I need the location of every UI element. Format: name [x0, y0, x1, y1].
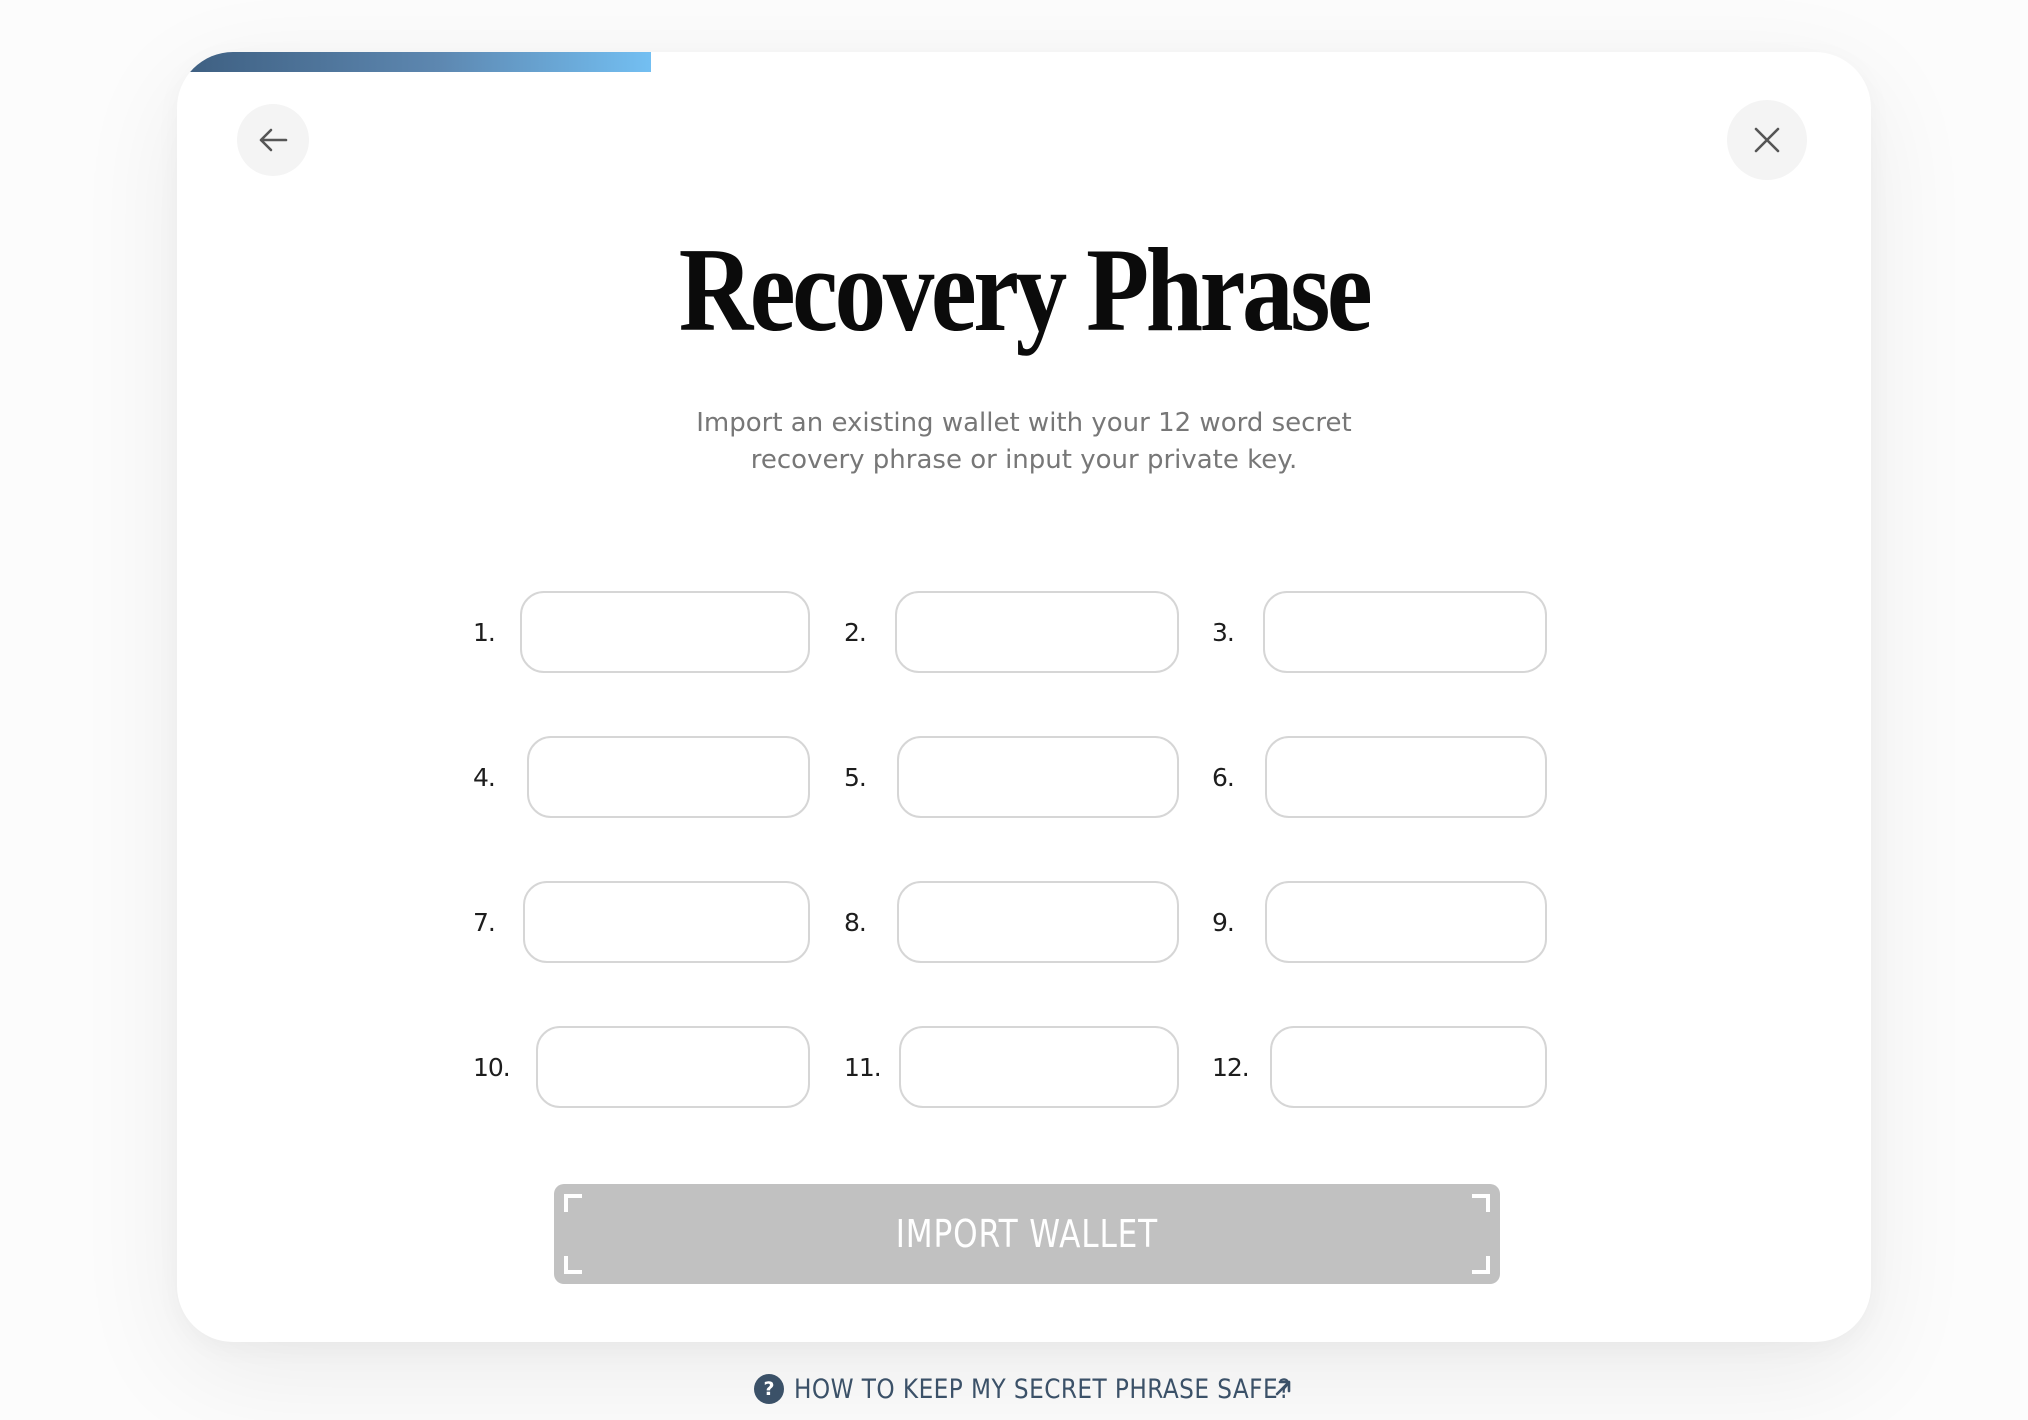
word-slot-5: [844, 736, 866, 818]
word-number-label: 10.: [473, 1052, 510, 1082]
word-input-1[interactable]: [520, 591, 810, 673]
word-number-label: 5.: [844, 762, 866, 792]
word-number-label: 12.: [1212, 1052, 1249, 1082]
word-input-5[interactable]: [897, 736, 1179, 818]
word-number-label: 1.: [473, 617, 495, 647]
word-input-11[interactable]: [899, 1026, 1179, 1108]
word-slot-9: [1212, 881, 1234, 963]
arrow-left-icon: [256, 123, 290, 157]
corner-bracket-icon: [1472, 1256, 1490, 1274]
word-input-2[interactable]: [895, 591, 1179, 673]
word-slot-11: [844, 1026, 881, 1108]
word-number-label: 8.: [844, 907, 866, 937]
close-button[interactable]: [1727, 100, 1807, 180]
word-slot-2: [844, 591, 866, 673]
word-slot-6: [1212, 736, 1234, 818]
corner-bracket-icon: [564, 1194, 582, 1212]
import-wallet-button[interactable]: [554, 1184, 1500, 1284]
word-slot-1: [473, 591, 495, 673]
word-input-7[interactable]: [523, 881, 810, 963]
back-button[interactable]: [237, 104, 309, 176]
word-input-10[interactable]: [536, 1026, 810, 1108]
word-number-label: 6.: [1212, 762, 1234, 792]
word-input-9[interactable]: [1265, 881, 1547, 963]
word-number-label: 2.: [844, 617, 866, 647]
word-number-label: 11.: [844, 1052, 881, 1082]
word-slot-12: [1212, 1026, 1249, 1108]
word-input-3[interactable]: [1263, 591, 1547, 673]
help-link-text: HOW TO KEEP MY SECRET PHRASE SAFE?: [794, 1373, 1291, 1405]
word-input-8[interactable]: [897, 881, 1179, 963]
word-number-label: 4.: [473, 762, 495, 792]
word-slot-3: [1212, 591, 1234, 673]
close-icon: [1752, 125, 1782, 155]
word-slot-10: [473, 1026, 510, 1108]
subtitle-line-2: recovery phrase or input your private key.: [750, 445, 1298, 475]
question-circle-icon: ?: [754, 1374, 784, 1404]
progress-bar: [177, 52, 651, 72]
import-wallet-label: IMPORT WALLET: [895, 1212, 1159, 1256]
external-link-arrow-icon: [1272, 1377, 1294, 1399]
secret-phrase-help-link[interactable]: [754, 1370, 1372, 1408]
word-slot-8: [844, 881, 866, 963]
page-subtitle: [177, 405, 1871, 479]
word-input-4[interactable]: [527, 736, 810, 818]
word-number-label: 7.: [473, 907, 495, 937]
word-input-6[interactable]: [1265, 736, 1547, 818]
import-wallet-modal: [177, 52, 1871, 1342]
word-slot-4: [473, 736, 495, 818]
word-slot-7: [473, 881, 495, 963]
corner-bracket-icon: [1472, 1194, 1490, 1212]
page-title: Recovery Phrase: [678, 223, 1370, 356]
subtitle-line-1: Import an existing wallet with your 12 word secret: [696, 408, 1352, 438]
word-input-12[interactable]: [1270, 1026, 1547, 1108]
corner-bracket-icon: [564, 1256, 582, 1274]
word-number-label: 9.: [1212, 907, 1234, 937]
word-number-label: 3.: [1212, 617, 1234, 647]
